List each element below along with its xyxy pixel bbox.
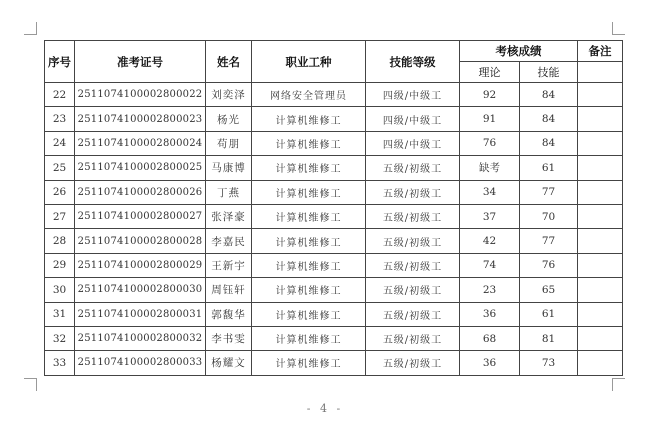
table-row bbox=[45, 326, 623, 350]
skill-score-cell: 84 bbox=[520, 83, 578, 107]
skill-score-cell: 77 bbox=[520, 229, 578, 253]
name-cell: 丁燕 bbox=[206, 180, 252, 204]
theory-score-cell: 34 bbox=[460, 180, 520, 204]
remark-cell bbox=[578, 253, 623, 277]
job-cell: 计算机维修工 bbox=[252, 204, 366, 228]
table-row bbox=[45, 107, 623, 131]
ticket-cell: 2511074100002800023 bbox=[75, 107, 206, 131]
ticket-cell: 2511074100002800032 bbox=[75, 326, 206, 350]
table-row bbox=[45, 351, 623, 375]
header-name: 姓名 bbox=[206, 41, 252, 83]
remark-cell bbox=[578, 229, 623, 253]
header-remark: 备注 bbox=[578, 41, 623, 62]
level-cell: 五级/初级工 bbox=[366, 180, 460, 204]
skill-score-cell: 76 bbox=[520, 253, 578, 277]
name-cell: 张泽豪 bbox=[206, 204, 252, 228]
skill-score-cell: 84 bbox=[520, 131, 578, 155]
level-cell: 四级/中级工 bbox=[366, 131, 460, 155]
ticket-cell: 2511074100002800028 bbox=[75, 229, 206, 253]
remark-cell bbox=[578, 131, 623, 155]
level-cell: 五级/初级工 bbox=[366, 204, 460, 228]
name-cell: 郭馥华 bbox=[206, 302, 252, 326]
remark-cell bbox=[578, 107, 623, 131]
ticket-cell: 2511074100002800027 bbox=[75, 204, 206, 228]
table-row bbox=[45, 229, 623, 253]
table-row bbox=[45, 83, 623, 107]
ticket-cell: 2511074100002800022 bbox=[75, 83, 206, 107]
remark-cell bbox=[578, 302, 623, 326]
score-table bbox=[44, 40, 623, 376]
header-seq: 序号 bbox=[45, 41, 75, 83]
theory-score-cell: 68 bbox=[460, 326, 520, 350]
name-cell: 杨耀文 bbox=[206, 351, 252, 375]
theory-score-cell: 缺考 bbox=[460, 156, 520, 180]
remark-cell bbox=[578, 326, 623, 350]
theory-score-cell: 92 bbox=[460, 83, 520, 107]
remark-cell bbox=[578, 278, 623, 302]
header-job: 职业工种 bbox=[252, 41, 366, 83]
header-skill: 技能 bbox=[520, 62, 578, 83]
theory-score-cell: 36 bbox=[460, 302, 520, 326]
header-level: 技能等级 bbox=[366, 41, 460, 83]
job-cell: 计算机维修工 bbox=[252, 351, 366, 375]
header-theory: 理论 bbox=[460, 62, 520, 83]
page-number: - 4 - bbox=[306, 402, 344, 415]
table-row bbox=[45, 253, 623, 277]
seq-cell: 25 bbox=[45, 156, 75, 180]
name-cell: 李嘉民 bbox=[206, 229, 252, 253]
seq-cell: 32 bbox=[45, 326, 75, 350]
skill-score-cell: 77 bbox=[520, 180, 578, 204]
name-cell: 王新宇 bbox=[206, 253, 252, 277]
crop-mark-bottom-left bbox=[24, 378, 37, 391]
ticket-cell: 2511074100002800025 bbox=[75, 156, 206, 180]
level-cell: 五级/初级工 bbox=[366, 156, 460, 180]
theory-score-cell: 74 bbox=[460, 253, 520, 277]
seq-cell: 29 bbox=[45, 253, 75, 277]
job-cell: 计算机维修工 bbox=[252, 107, 366, 131]
level-cell: 五级/初级工 bbox=[366, 302, 460, 326]
remark-cell bbox=[578, 156, 623, 180]
seq-cell: 24 bbox=[45, 131, 75, 155]
ticket-cell: 2511074100002800026 bbox=[75, 180, 206, 204]
crop-mark-top-right bbox=[612, 22, 625, 35]
seq-cell: 26 bbox=[45, 180, 75, 204]
level-cell: 五级/初级工 bbox=[366, 326, 460, 350]
header-remark-blank bbox=[578, 62, 623, 83]
skill-score-cell: 73 bbox=[520, 351, 578, 375]
name-cell: 刘奕泽 bbox=[206, 83, 252, 107]
remark-cell bbox=[578, 180, 623, 204]
skill-score-cell: 84 bbox=[520, 107, 578, 131]
table-row bbox=[45, 131, 623, 155]
level-cell: 五级/初级工 bbox=[366, 253, 460, 277]
seq-cell: 28 bbox=[45, 229, 75, 253]
theory-score-cell: 23 bbox=[460, 278, 520, 302]
skill-score-cell: 61 bbox=[520, 302, 578, 326]
remark-cell bbox=[578, 83, 623, 107]
remark-cell bbox=[578, 204, 623, 228]
name-cell: 杨光 bbox=[206, 107, 252, 131]
theory-score-cell: 91 bbox=[460, 107, 520, 131]
ticket-cell: 2511074100002800030 bbox=[75, 278, 206, 302]
job-cell: 计算机维修工 bbox=[252, 180, 366, 204]
table-row bbox=[45, 302, 623, 326]
job-cell: 计算机维修工 bbox=[252, 156, 366, 180]
crop-mark-bottom-right bbox=[612, 378, 625, 391]
table-row bbox=[45, 204, 623, 228]
ticket-cell: 2511074100002800024 bbox=[75, 131, 206, 155]
seq-cell: 30 bbox=[45, 278, 75, 302]
seq-cell: 33 bbox=[45, 351, 75, 375]
level-cell: 四级/中级工 bbox=[366, 107, 460, 131]
remark-cell bbox=[578, 351, 623, 375]
seq-cell: 27 bbox=[45, 204, 75, 228]
skill-score-cell: 70 bbox=[520, 204, 578, 228]
name-cell: 李书雯 bbox=[206, 326, 252, 350]
name-cell: 马康博 bbox=[206, 156, 252, 180]
name-cell: 周钰轩 bbox=[206, 278, 252, 302]
job-cell: 计算机维修工 bbox=[252, 278, 366, 302]
ticket-cell: 2511074100002800031 bbox=[75, 302, 206, 326]
job-cell: 网络安全管理员 bbox=[252, 83, 366, 107]
ticket-cell: 2511074100002800033 bbox=[75, 351, 206, 375]
theory-score-cell: 37 bbox=[460, 204, 520, 228]
job-cell: 计算机维修工 bbox=[252, 229, 366, 253]
theory-score-cell: 36 bbox=[460, 351, 520, 375]
skill-score-cell: 61 bbox=[520, 156, 578, 180]
job-cell: 计算机维修工 bbox=[252, 326, 366, 350]
seq-cell: 31 bbox=[45, 302, 75, 326]
table-row bbox=[45, 278, 623, 302]
header-ticket: 准考证号 bbox=[75, 41, 206, 83]
table-row bbox=[45, 180, 623, 204]
level-cell: 五级/初级工 bbox=[366, 351, 460, 375]
name-cell: 苟朋 bbox=[206, 131, 252, 155]
table-row bbox=[45, 156, 623, 180]
skill-score-cell: 81 bbox=[520, 326, 578, 350]
skill-score-cell: 65 bbox=[520, 278, 578, 302]
level-cell: 五级/初级工 bbox=[366, 278, 460, 302]
theory-score-cell: 76 bbox=[460, 131, 520, 155]
job-cell: 计算机维修工 bbox=[252, 302, 366, 326]
job-cell: 计算机维修工 bbox=[252, 131, 366, 155]
header-score: 考核成绩 bbox=[460, 41, 578, 62]
seq-cell: 22 bbox=[45, 83, 75, 107]
ticket-cell: 2511074100002800029 bbox=[75, 253, 206, 277]
seq-cell: 23 bbox=[45, 107, 75, 131]
level-cell: 四级/中级工 bbox=[366, 83, 460, 107]
level-cell: 五级/初级工 bbox=[366, 229, 460, 253]
crop-mark-top-left bbox=[24, 22, 37, 35]
theory-score-cell: 42 bbox=[460, 229, 520, 253]
job-cell: 计算机维修工 bbox=[252, 253, 366, 277]
